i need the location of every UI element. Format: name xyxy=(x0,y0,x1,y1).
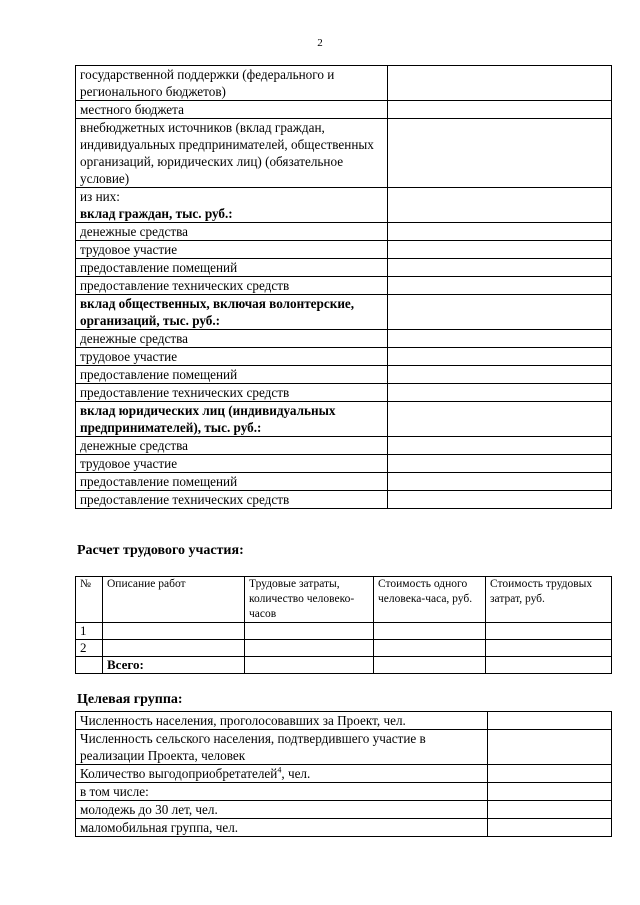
table-row xyxy=(76,119,612,188)
table-row xyxy=(76,295,612,330)
empty-cell xyxy=(76,657,103,674)
target-label: Численность сельского населения, подтвердившего участие в реализации Проекта, человек xyxy=(76,730,488,765)
target-label-group xyxy=(76,765,488,783)
table-header-row xyxy=(76,577,612,623)
funding-label: внебюджетных источников (вклад граждан, индивидуальных предпринимателей, общественных организаций, юридических лиц) (обязательное условие) xyxy=(76,119,388,188)
work-description-cell[interactable] xyxy=(103,640,245,657)
funding-label: денежные средства xyxy=(76,437,388,455)
table-row xyxy=(76,801,612,819)
table-row xyxy=(76,66,612,101)
target-value-cell[interactable] xyxy=(488,712,612,730)
target-value-cell[interactable] xyxy=(488,801,612,819)
funding-value-cell[interactable] xyxy=(388,259,612,277)
funding-label: трудовое участие xyxy=(76,241,388,259)
funding-label: предоставление технических средств xyxy=(76,491,388,509)
total-label: Всего: xyxy=(103,657,245,674)
funding-label: предоставление помещений xyxy=(76,366,388,384)
funding-value-cell[interactable] xyxy=(388,366,612,384)
funding-value-cell[interactable] xyxy=(388,101,612,119)
table-row xyxy=(76,241,612,259)
hour-cost-cell[interactable] xyxy=(374,623,486,640)
target-value-cell[interactable] xyxy=(488,765,612,783)
funding-label: предоставление помещений xyxy=(76,259,388,277)
funding-label: трудовое участие xyxy=(76,348,388,366)
column-header-labor-hours: Трудовые затраты, количество человеко-часов xyxy=(245,577,374,623)
funding-value-cell[interactable] xyxy=(388,277,612,295)
total-cost-total-cell[interactable] xyxy=(486,657,612,674)
funding-value-cell[interactable] xyxy=(388,402,612,437)
funding-label: из них: xyxy=(80,189,120,204)
total-row xyxy=(76,657,612,674)
funding-label: местного бюджета xyxy=(76,101,388,119)
funding-label: предоставление помещений xyxy=(76,473,388,491)
funding-value-cell[interactable] xyxy=(388,119,612,188)
funding-value-cell[interactable] xyxy=(388,241,612,259)
funding-sources-table xyxy=(75,65,612,509)
table-row xyxy=(76,277,612,295)
funding-label-bold: вклад общественных, включая волонтерские, организаций, тыс. руб.: xyxy=(76,295,388,330)
table-row xyxy=(76,330,612,348)
target-label: молодежь до 30 лет, чел. xyxy=(76,801,488,819)
hour-cost-cell[interactable] xyxy=(374,640,486,657)
funding-value-cell[interactable] xyxy=(388,295,612,330)
funding-value-cell[interactable] xyxy=(388,455,612,473)
target-label: в том числе: xyxy=(76,783,488,801)
column-header-total-cost: Стоимость трудовых затрат, руб. xyxy=(486,577,612,623)
funding-value-cell[interactable] xyxy=(388,66,612,101)
funding-label: денежные средства xyxy=(76,223,388,241)
labor-hours-total-cell[interactable] xyxy=(245,657,374,674)
target-value-cell[interactable] xyxy=(488,819,612,837)
total-cost-cell[interactable] xyxy=(486,623,612,640)
column-header-description: Описание работ xyxy=(103,577,245,623)
funding-label-bold: вклад юридических лиц (индивидуальных предпринимателей), тыс. руб.: xyxy=(76,402,388,437)
hour-cost-total-cell[interactable] xyxy=(374,657,486,674)
footnote-marker: 4 xyxy=(277,765,282,775)
target-label-suffix: , чел. xyxy=(281,766,311,781)
table-row xyxy=(76,437,612,455)
table-row xyxy=(76,223,612,241)
funding-value-cell[interactable] xyxy=(388,384,612,402)
row-number: 1 xyxy=(76,623,103,640)
row-number: 2 xyxy=(76,640,103,657)
target-group-table xyxy=(75,711,612,837)
table-row xyxy=(76,402,612,437)
work-description-cell[interactable] xyxy=(103,623,245,640)
table-row xyxy=(76,455,612,473)
table-row xyxy=(76,348,612,366)
table-row xyxy=(76,101,612,119)
funding-label: предоставление технических средств xyxy=(76,384,388,402)
funding-value-cell[interactable] xyxy=(388,188,612,223)
table-row xyxy=(76,259,612,277)
table-row xyxy=(76,783,612,801)
table-row xyxy=(76,712,612,730)
table-row xyxy=(76,188,612,223)
table-row xyxy=(76,491,612,509)
funding-value-cell[interactable] xyxy=(388,330,612,348)
labor-table xyxy=(75,576,612,674)
labor-hours-cell[interactable] xyxy=(245,640,374,657)
funding-label: государственной поддержки (федерального и регионального бюджетов) xyxy=(76,66,388,101)
target-label: маломобильная группа, чел. xyxy=(76,819,488,837)
target-label: Численность населения, проголосовавших за Проект, чел. xyxy=(76,712,488,730)
funding-label-group xyxy=(76,188,388,223)
table-row xyxy=(76,473,612,491)
column-header-hour-cost: Стоимость одного человека-часа, руб. xyxy=(374,577,486,623)
table-row xyxy=(76,384,612,402)
target-value-cell[interactable] xyxy=(488,730,612,765)
funding-label: денежные средства xyxy=(76,330,388,348)
funding-label: трудовое участие xyxy=(76,455,388,473)
funding-label-bold: вклад граждан, тыс. руб.: xyxy=(80,206,233,221)
labor-section-title: Расчет трудового участия: xyxy=(77,543,244,558)
table-row xyxy=(76,366,612,384)
funding-value-cell[interactable] xyxy=(388,473,612,491)
funding-value-cell[interactable] xyxy=(388,223,612,241)
target-label: Количество выгодоприобретателей xyxy=(80,766,278,781)
funding-value-cell[interactable] xyxy=(388,437,612,455)
table-row xyxy=(76,623,612,640)
table-row xyxy=(76,640,612,657)
target-value-cell[interactable] xyxy=(488,783,612,801)
column-header-number: № xyxy=(76,577,103,623)
funding-value-cell[interactable] xyxy=(388,348,612,366)
funding-label: предоставление технических средств xyxy=(76,277,388,295)
table-row xyxy=(76,819,612,837)
table-row xyxy=(76,730,612,765)
table-row xyxy=(76,765,612,783)
labor-hours-cell[interactable] xyxy=(245,623,374,640)
total-cost-cell[interactable] xyxy=(486,640,612,657)
target-group-title: Целевая группа: xyxy=(77,692,183,707)
funding-value-cell[interactable] xyxy=(388,491,612,509)
page-number: 2 xyxy=(317,37,323,49)
